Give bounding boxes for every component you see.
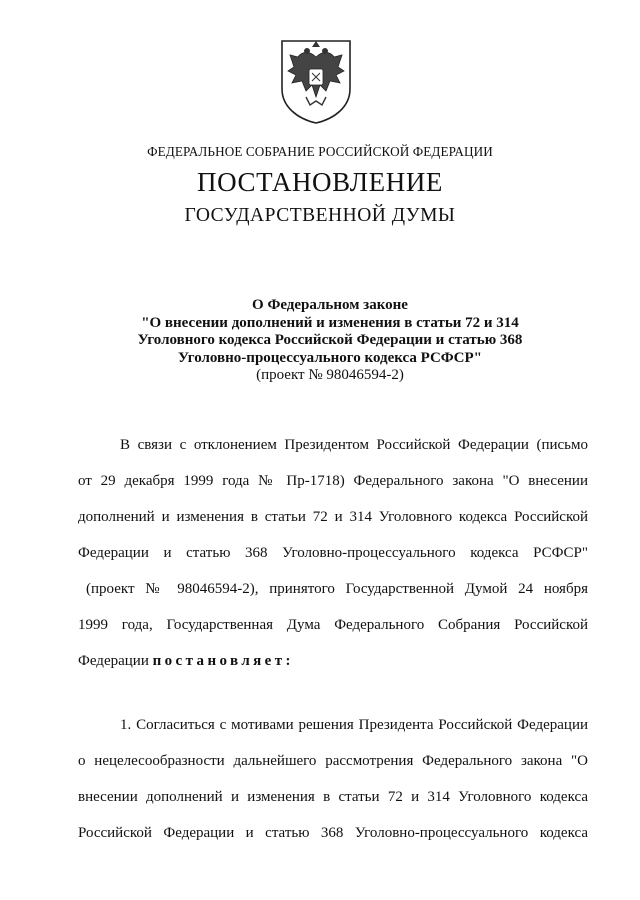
text-line: от 29 декабря 1999 года № Пр-1718) Федерального закона "О внесении [78,473,588,489]
russian-coat-of-arms-icon [276,37,356,125]
issuer-name: ГОСУДАРСТВЕННОЙ ДУМЫ [184,205,456,226]
resolves-word: постановляет: [152,653,294,669]
law-heading-line: "О внесении дополнений и изменения в статьи 72 и 314 [141,314,519,331]
text-line [78,653,588,673]
law-heading-line: О Федеральном законе [252,297,408,313]
law-heading-line: Уголовного кодекса Российской Федерации и статью 368 [137,332,523,348]
text-line: Российской Федерации и статью 368 Уголовно-процессуального кодекса [78,825,588,841]
text-line: В связи с отклонением Президентом Российской Федерации (письмо [120,437,588,453]
text-line: 1. Согласиться с мотивами решения Президента Российской Федерации [120,717,588,733]
text-line: дополнений и изменения в статьи 72 и 314 Уголовного кодекса Российской [78,509,588,525]
text-fragment: Федерации [78,653,149,669]
law-heading [60,297,600,385]
text-line: (проект № 98046594-2), принятого Государственной Думой 24 ноября [86,581,588,597]
text-line: внесении дополнений и изменения в статьи 72 и 314 Уголовного кодекса [78,789,588,805]
project-number: (проект № 98046594-2) [256,367,404,383]
document-type: ПОСТАНОВЛЕНИЕ [196,167,444,197]
text-line: о нецелесообразности дальнейшего рассмотрения Федерального закона "О [78,753,588,769]
text-line: 1999 года, Государственная Дума Федерального Собрания Российской [78,617,588,633]
text-line: Федерации и статью 368 Уголовно-процессуального кодекса РСФСР" [78,545,588,561]
law-heading-line: Уголовно-процессуального кодекса РСФСР" [178,349,482,366]
organization-name: ФЕДЕРАЛЬНОЕ СОБРАНИЕ РОССИЙСКОЙ ФЕДЕРАЦИИ [147,144,493,159]
